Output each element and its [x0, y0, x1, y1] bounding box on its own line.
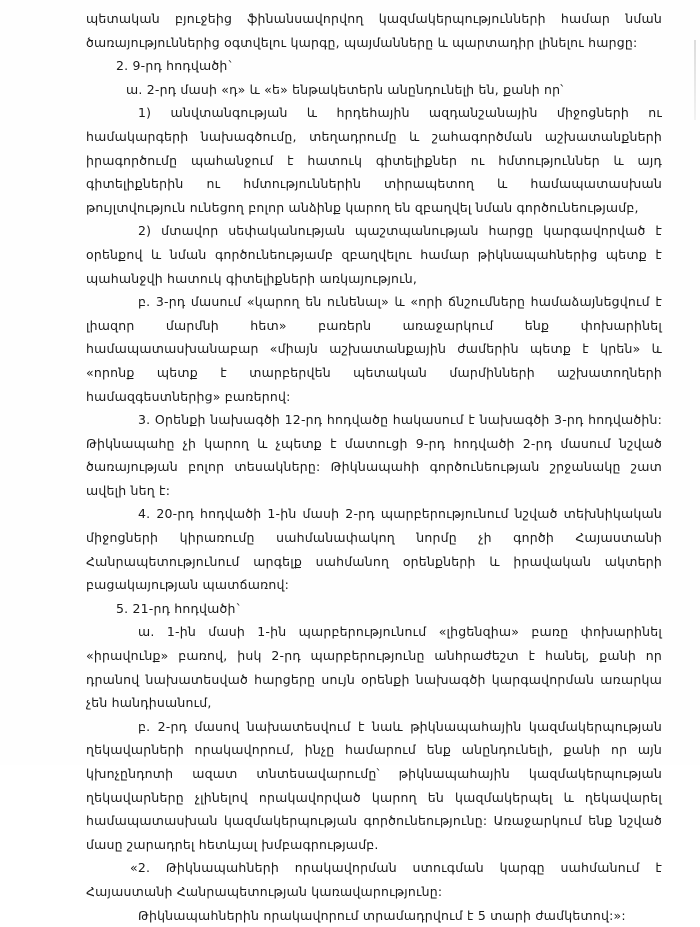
paragraph-point-4: 4. 20-րդ հոդվածի 1-ին մասի 2-րդ պարբերությունում նշված տեխնիկական միջոցների կիրառումը սահմանափակող նորմը չի գործի Հայաստանի Հանրապետությունում արգելք սահմանող օրենքների և իրավական ակտերի բացակայության պատճառով:	[86, 506, 662, 593]
paragraph-item-2: 2) մտավոր սեփականության պաշտպանության հարցը կարգավորված է օրենքով և նման գործունեությամբ զբաղվելու համար թիկնապահներից պետք է պահանջվի հատուկ գիտելիքների առկայություն,	[86, 223, 662, 286]
document-body	[86, 7, 662, 927]
paragraph-budget-funding: պետական բյուջեից ֆինանսավորվող կազմակերպությունների համար նման ծառայություններից օգտվելու կարգը, պայմանները և պարտադիր լինելու հարցը:	[86, 11, 662, 50]
paragraph-point-3: 3. Օրենքի նախագծի 12-րդ հոդվածը հակասում է նախագծի 3-րդ հոդվածին: Թիկնապահը չի կարող և չպետք է մատուցի 9-րդ հոդվածի 2-րդ մասում նշված ծառայության բոլոր տեսակները: Թիկնապահի գործունեության շրջանակը շատ ավելի նեղ է:	[86, 412, 662, 498]
heading-article-9: 2. 9-րդ հոդվածի`	[116, 58, 234, 74]
paragraph-article-21-a: ա. 1-ին մասի 1-ին պարբերությունում «լիցենզիա» բառը փոխարինել «իրավունք» բառով, իսկ 2-րդ պարբերությունը անհրաժեշտ է հանել, քանի որ դրանով նախատեսված հարցերը սույն օրենքի նախագծի կարգավորման առարկա չեն հանդիսանում,	[86, 624, 662, 711]
paragraph-quoted-qualification: «2. Թիկնապահների որակավորման ստուգման կարգը սահմանում է Հայաստանի Հանրապետության կառավարությունը:	[86, 860, 662, 899]
scan-edge-mark	[694, 40, 696, 120]
paragraph-quoted-term: Թիկնապահներին որակավորում տրամադրվում է 5 տարի ժամկետով:»:	[138, 907, 626, 923]
paragraph-article-9-a: ա. 2-րդ մասի «դ» և «ե» ենթակետերն անընդունելի են, քանի որ՝	[126, 81, 564, 97]
heading-article-21: 5. 21-րդ հոդվածի`	[116, 600, 243, 616]
paragraph-article-21-b: բ. 2-րդ մասով նախատեսվում է նաև թիկնապահային կազմակերպության ղեկավարների որակավորում, ինչը համարում ենք անընդունելի, քանի որ այն կխոչընդոտի ազատ տնտեսավարումը՝ թիկնապահային կազմակերպության ղեկավարները չլինելով որակավորված կարող են կազմակերպել և ղեկավարել համապատասխան կազմակերպության գործունեությունը: Առաջարկում ենք նշված մասը շարադրել հետևյալ խմբագրությամբ.	[86, 718, 662, 852]
paragraph-item-1: 1) անվտանգության և հրդեհային ազդանշանային միջոցների ու համակարգերի նախագծումը, տեղադրումը և շահագործման աշխատանքների իրագործումը պահանջում է հատուկ գիտելիքներ ու հմտություններ և այդ գիտելիքներին ու հմտություններին տիրապետող և համապատասխան թույլտվություն ունեցող բոլոր անձինք կարող են զբաղվել նման գործունեությամբ,	[86, 105, 662, 215]
paragraph-article-9-b: բ. 3-րդ մասում «կարող են ունենալ» և «որի ճնշումները համաձայնեցվում է լիազոր մարմնի հետ» բառերն առաջարկում ենք փոխարինել համապատասխանաբար «միայն աշխատանքային ժամերին պետք է կրեն» և «որոնք պետք է տարբերվեն պետական մարմինների աշխատողների համազգեստներից» բառերով:	[86, 294, 662, 404]
